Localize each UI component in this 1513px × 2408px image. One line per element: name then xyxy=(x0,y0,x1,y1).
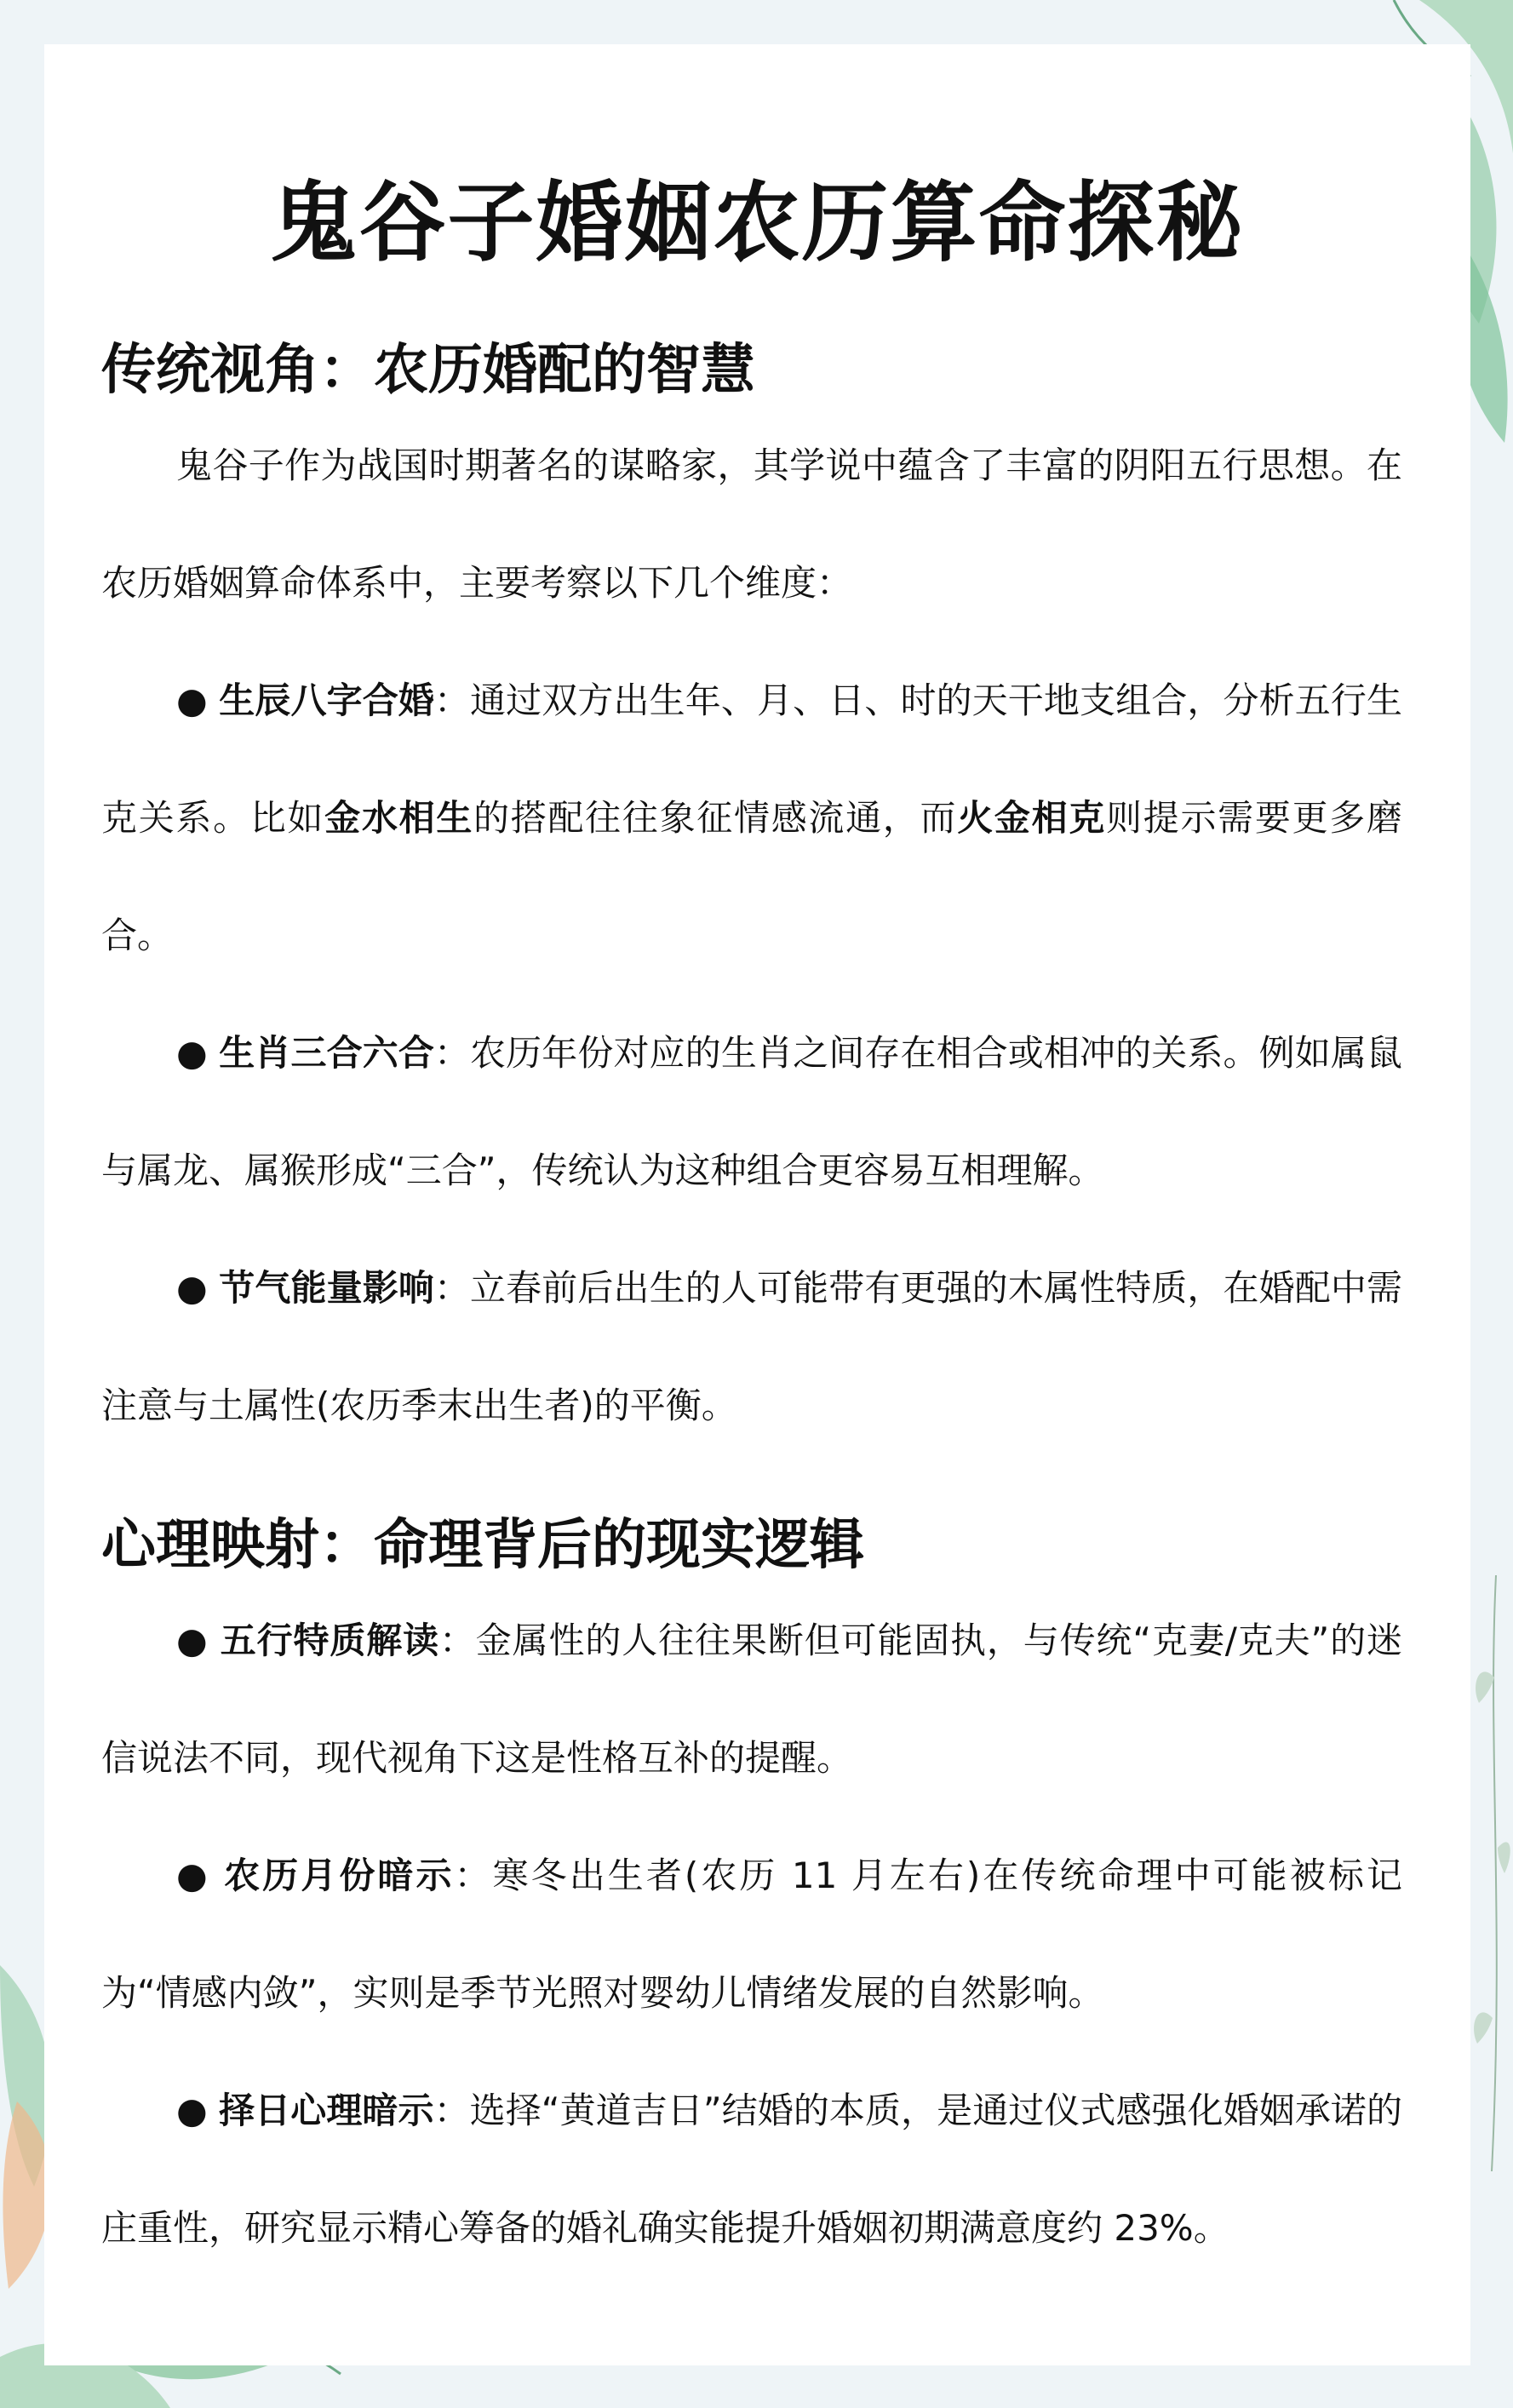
article-card xyxy=(44,44,1470,2365)
item-term: 五行特质解读 xyxy=(220,1619,439,1661)
section-heading: 心理映射：命理背后的现实逻辑 xyxy=(101,1514,864,1577)
item-term: 生肖三合六合 xyxy=(219,1031,434,1074)
item-emphasis: 金水相生 xyxy=(324,796,474,839)
page-title: 鬼谷子婚姻农历算命探秘 xyxy=(270,173,1245,274)
list-item xyxy=(101,1582,1402,1817)
item-term: 生辰八字合婚 xyxy=(219,679,434,721)
bullet-icon: ● xyxy=(176,1266,208,1309)
item-text: ：金属性的人往往果断但可能固执，与传统“克妻/克夫”的迷信说法不同，现代视角下这是性格互补的提醒。 xyxy=(101,1619,1402,1779)
section-psychology xyxy=(101,1513,1402,2287)
item-text: ：选择“黄道吉日”结婚的本质，是通过仪式感强化婚姻承诺的庄重性，研究显示精心筹备的婚礼确实能提升婚姻初期满意度约 23%。 xyxy=(101,2089,1402,2249)
bullet-icon: ● xyxy=(176,1854,210,1896)
list-item xyxy=(101,1230,1402,1465)
section-heading: 传统视角：农历婚配的智慧 xyxy=(101,339,755,402)
item-text: ：寒冬出生者(农历 11 月左右)在传统命理中可能被标记为“情感内敛”，实则是季节光照对婴幼儿情绪发展的自然影响。 xyxy=(101,1854,1402,2014)
bullet-icon: ● xyxy=(176,1031,208,1074)
section-traditional xyxy=(101,338,1402,1465)
bullet-icon: ● xyxy=(176,1619,209,1661)
bullet-icon: ● xyxy=(176,2089,208,2131)
item-text: ：农历年份对应的生肖之间存在相合或相冲的关系。例如属鼠与属龙、属猴形成“三合”，传统认为这种组合更容易互相理解。 xyxy=(101,1031,1402,1191)
item-text: 则提示需要更多磨合。 xyxy=(101,796,1402,956)
item-emphasis: 火金相克 xyxy=(957,796,1107,839)
item-term: 择日心理暗示 xyxy=(219,2089,434,2131)
bullet-icon: ● xyxy=(176,679,208,721)
list-item xyxy=(101,995,1402,1230)
item-text: ：立春前后出生的人可能带有更强的木属性特质，在婚配中需注意与土属性(农历季末出生者)的平衡。 xyxy=(101,1266,1402,1426)
section-intro: 鬼谷子作为战国时期著名的谋略家，其学说中蕴含了丰富的阴阳五行思想。在农历婚姻算命体系中，主要考察以下几个维度： xyxy=(101,444,1402,604)
item-text: ：通过双方出生年、月、日、时的天干地支组合，分析五行生克关系。比如 xyxy=(101,679,1402,839)
list-item xyxy=(101,642,1402,995)
item-text: 的搭配往往象征情感流通，而 xyxy=(473,796,958,839)
list-item xyxy=(101,2052,1402,2287)
item-term: 农历月份暗示 xyxy=(224,1854,455,1896)
list-item xyxy=(101,1817,1402,2052)
item-term: 节气能量影响 xyxy=(219,1266,434,1309)
